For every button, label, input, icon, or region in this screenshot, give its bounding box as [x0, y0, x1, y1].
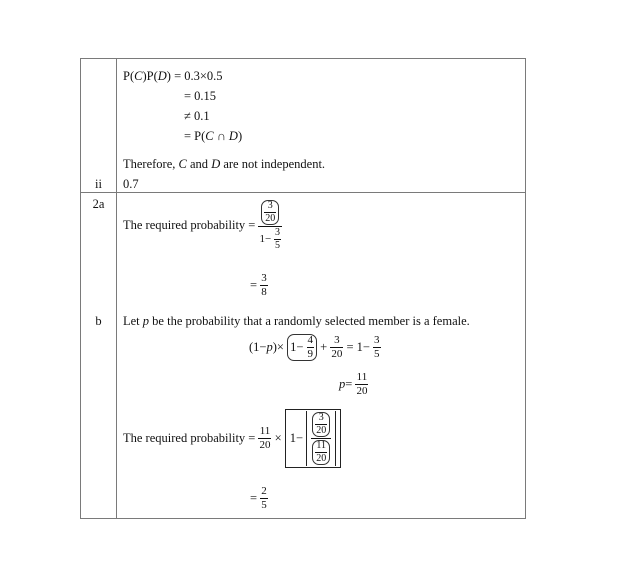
solution-table [80, 58, 526, 519]
label-2a: 2a [92, 197, 105, 211]
paren-group: 1− $\frac{4}{9}$ [287, 334, 317, 361]
inner-bracket: $\frac{\frac{3}{20}}{\frac{11}{20}}$ [306, 411, 336, 466]
label-b: b [95, 314, 102, 328]
conclusion: Therefore, C and D are not independent. [123, 157, 326, 171]
solution-p: p= $\frac{11}{20}$ [339, 371, 368, 397]
intro-b: Let p be the probability that a randomly selected member is a female. [123, 314, 470, 328]
line-product: P(C)P(D) = 0.3×0.5 [123, 69, 223, 83]
equation-b: (1−p)× 1− $\frac{4}{9}$ + $\frac{3}{20}$ = 1− $\frac{3}{5}$ [249, 334, 380, 360]
paren-group: $\frac{3}{20}$ [261, 200, 279, 225]
row-divider [81, 192, 525, 193]
result-2a: = $\frac{3}{8}$ [250, 272, 267, 298]
line-not-equal: ≠ 0.1 [184, 109, 210, 123]
line-value: = 0.15 [184, 89, 217, 103]
fraction-2a-main: $\frac{3}{20}$ 1− $\frac{3}{5}$ [259, 200, 280, 251]
bracket-group: 1− $\frac{\frac{3}{20}}{\frac{11}{20}}$ [285, 409, 341, 468]
column-divider [116, 59, 117, 518]
final-b: = $\frac{2}{5}$ [250, 485, 267, 511]
line-intersection: = P(C ∩ D) [184, 129, 243, 143]
expression-2a: The required probability = $\frac{3}{20}$ 1− $\frac{3}{5}$ [123, 200, 280, 251]
required-probability-b: The required probability = $\frac{11}{20}$ × 1− $\frac{\frac{3}{20}}{\frac{11}{20}}$ [123, 409, 341, 468]
label-ii: ii [95, 177, 102, 191]
answer-ii: 0.7 [123, 177, 139, 191]
